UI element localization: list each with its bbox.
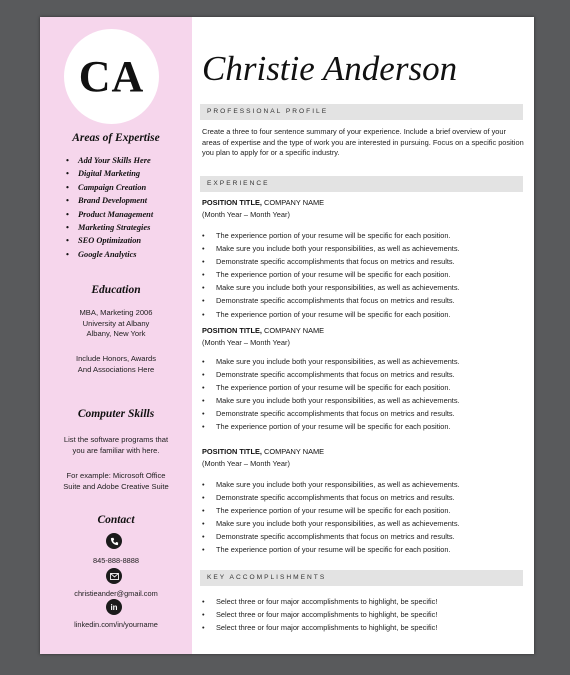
computer-skills-line: you are familiar with here. bbox=[72, 445, 160, 455]
job-bullet: • The experience portion of your resume will be specific for each position. bbox=[202, 420, 460, 433]
education-note-line: Include Honors, Awards bbox=[75, 354, 157, 363]
job-bullet: • Demonstrate specific accomplishments that focus on metrics and results. bbox=[202, 491, 460, 504]
expertise-item: • Google Analytics bbox=[66, 248, 153, 261]
job-title bbox=[202, 326, 324, 335]
computer-skills-example-line: Suite and Adobe Creative Suite bbox=[63, 481, 169, 491]
accomplishments-section-title: KEY ACCOMPLISHMENTS bbox=[207, 574, 327, 581]
accomplishments-list bbox=[202, 595, 437, 634]
job-dates: (Month Year – Month Year) bbox=[202, 210, 290, 219]
job-title bbox=[202, 198, 324, 207]
expertise-item: • Campaign Creation bbox=[66, 181, 153, 194]
job-bullet: • Make sure you include both your responsibilities, as well as achievements. bbox=[202, 281, 460, 294]
resume-page bbox=[40, 17, 534, 654]
linkedin-icon: in bbox=[106, 599, 122, 615]
expertise-item: • Product Management bbox=[66, 208, 153, 221]
profile-section-title: PROFESSIONAL PROFILE bbox=[207, 108, 329, 115]
job-bullet: • Demonstrate specific accomplishments that focus on metrics and results. bbox=[202, 294, 460, 307]
education-line: Albany, New York bbox=[86, 329, 146, 339]
accomplishment-item: • Select three or four major accomplishments to highlight, be specific! bbox=[202, 621, 437, 634]
job-bullet: • The experience portion of your resume will be specific for each position. bbox=[202, 381, 460, 394]
job-bullet: • The experience portion of your resume will be specific for each position. bbox=[202, 229, 460, 242]
job-title bbox=[202, 447, 324, 456]
computer-skills-heading: Computer Skills bbox=[77, 408, 155, 420]
job-bullet: • Demonstrate specific accomplishments that focus on metrics and results. bbox=[202, 368, 460, 381]
job-bullets bbox=[202, 478, 460, 557]
job-bullet: • Make sure you include both your responsibilities, as well as achievements. bbox=[202, 355, 460, 368]
job-bullet: • The experience portion of your resume will be specific for each position. bbox=[202, 543, 460, 556]
phone-number[interactable]: 845-888-8888 bbox=[92, 556, 140, 565]
computer-skills-example-line: For example: Microsoft Office bbox=[66, 471, 166, 480]
job-bullet: • Make sure you include both your responsibilities, as well as achievements. bbox=[202, 394, 460, 407]
job-bullet: • Make sure you include both your responsibilities, as well as achievements. bbox=[202, 242, 460, 255]
job-bullet: • Demonstrate specific accomplishments that focus on metrics and results. bbox=[202, 530, 460, 543]
job-bullets bbox=[202, 355, 460, 434]
job-bullet: • Make sure you include both your responsibilities, as well as achievements. bbox=[202, 517, 460, 530]
position-title: POSITION TITLE, bbox=[202, 326, 262, 335]
expertise-item: • Brand Development bbox=[66, 194, 153, 207]
company-name: COMPANY NAME bbox=[261, 447, 325, 456]
phone-icon bbox=[106, 533, 122, 549]
education-note-line: And Associations Here bbox=[77, 364, 155, 374]
education-details bbox=[40, 308, 192, 340]
education-line: MBA, Marketing 2006 bbox=[79, 308, 153, 317]
linkedin-url[interactable]: linkedin.com/in/yourname bbox=[74, 620, 158, 629]
email-address[interactable]: christieander@gmail.com bbox=[74, 589, 158, 598]
candidate-name: Christie Anderson bbox=[202, 49, 458, 88]
profile-text: Create a three to four sentence summary of your experience. Include a brief overview of your areas of expertise and the type of work you are interested in pursuing. Focus on a specific position you plan to apply for or a specific industry. bbox=[202, 127, 524, 157]
job-bullet: • Demonstrate specific accomplishments that focus on metrics and results. bbox=[202, 407, 460, 420]
accomplishments-section-bar bbox=[200, 570, 523, 586]
computer-skills-example bbox=[40, 471, 192, 492]
job-bullet: • Demonstrate specific accomplishments that focus on metrics and results. bbox=[202, 255, 460, 268]
job-bullet: • The experience portion of your resume will be specific for each position. bbox=[202, 504, 460, 517]
monogram-text: CA bbox=[78, 52, 145, 101]
job-bullet: • The experience portion of your resume will be specific for each position. bbox=[202, 268, 460, 281]
contact-heading: Contact bbox=[97, 514, 135, 526]
computer-skills-text bbox=[40, 435, 192, 456]
sidebar bbox=[40, 17, 192, 654]
monogram-circle bbox=[64, 29, 159, 124]
company-name: COMPANY NAME bbox=[261, 326, 325, 335]
education-note bbox=[40, 354, 192, 375]
accomplishment-item: • Select three or four major accomplishments to highlight, be specific! bbox=[202, 595, 437, 608]
company-name: COMPANY NAME bbox=[261, 198, 325, 207]
position-title: POSITION TITLE, bbox=[202, 198, 262, 207]
expertise-item: • Digital Marketing bbox=[66, 167, 153, 180]
education-line: University at Albany bbox=[82, 318, 150, 328]
experience-section-title: EXPERIENCE bbox=[207, 180, 270, 187]
expertise-item: • SEO Optimization bbox=[66, 234, 153, 247]
expertise-item: • Add Your Skills Here bbox=[66, 154, 153, 167]
job-bullet: • Make sure you include both your responsibilities, as well as achievements. bbox=[202, 478, 460, 491]
email-icon bbox=[106, 568, 122, 584]
computer-skills-line: List the software programs that bbox=[63, 435, 169, 444]
job-dates: (Month Year – Month Year) bbox=[202, 338, 290, 347]
expertise-list bbox=[66, 154, 153, 261]
expertise-item: • Marketing Strategies bbox=[66, 221, 153, 234]
accomplishment-item: • Select three or four major accomplishments to highlight, be specific! bbox=[202, 608, 437, 621]
job-dates: (Month Year – Month Year) bbox=[202, 459, 290, 468]
education-heading: Education bbox=[91, 284, 141, 296]
profile-section-bar bbox=[200, 104, 523, 120]
job-bullet: • The experience portion of your resume will be specific for each position. bbox=[202, 308, 460, 321]
expertise-heading: Areas of Expertise bbox=[72, 132, 160, 144]
job-bullets bbox=[202, 229, 460, 321]
position-title: POSITION TITLE, bbox=[202, 447, 262, 456]
experience-section-bar bbox=[200, 176, 523, 192]
